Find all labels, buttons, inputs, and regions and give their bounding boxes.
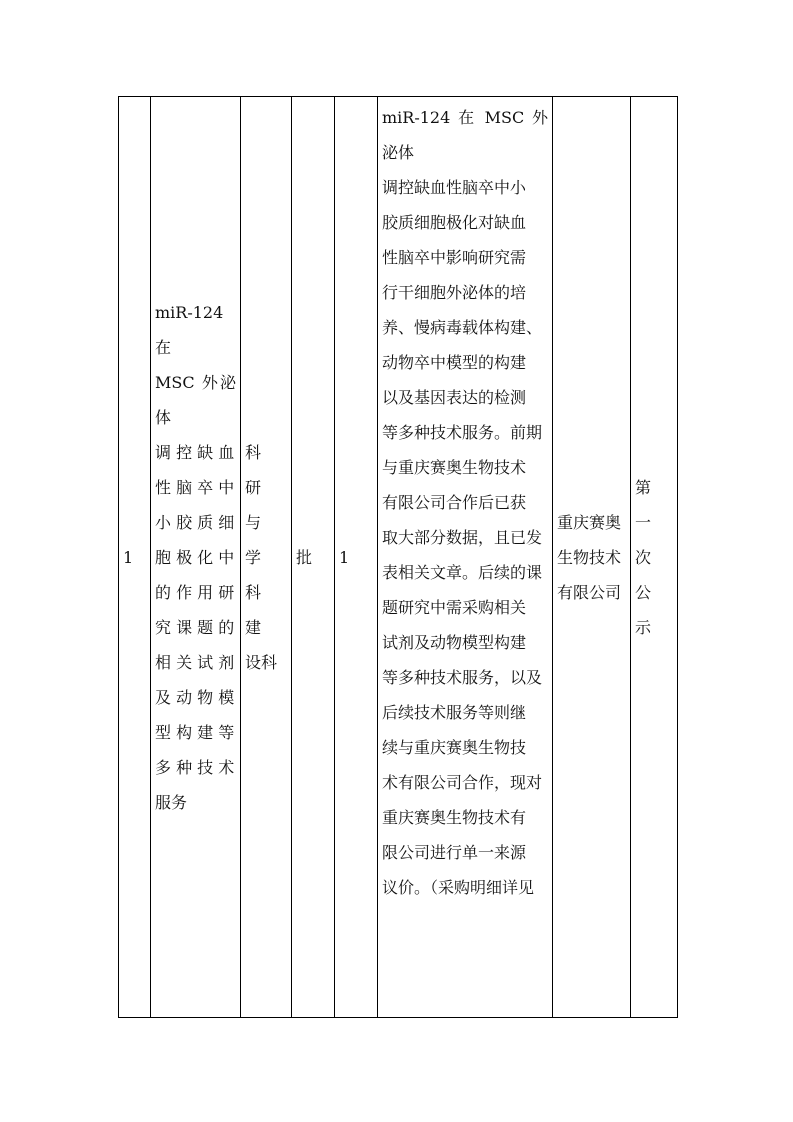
description: miR-124 在 MSC 外泌体 调控缺血性脑卒中小 胶质细胞极化对缺血 性脑卒中影响研究需 行干细胞外泌体的培 养、慢病毒载体构建、 动物卒中模型的构建 以及基因表达的检测 等多种技术服务。前期 与重庆赛奥生物技术 有限公司合作后已获 取大部分数据，且已发 表相关文章。后续的课 题研究中需采购相关 试剂及动物模型构建 等多种技术服务，以及 后续技术服务等则继 续与重庆赛奥生物技 术有限公司合作，现对 重庆赛奥生物技术有 限公司进行单一来源 议价。（采购明细详见 <box>382 108 548 897</box>
notice-cell <box>631 97 678 1018</box>
unit: 批 <box>296 547 313 567</box>
description-cell <box>378 97 553 1018</box>
supplier: 重庆赛奥 生物技术 有限公司 <box>557 512 622 602</box>
row-index: 1 <box>123 547 134 567</box>
quantity-cell <box>335 97 378 1018</box>
department-cell <box>241 97 292 1018</box>
unit-cell <box>292 97 335 1018</box>
supplier-cell <box>553 97 631 1018</box>
procurement-table <box>118 96 678 1018</box>
project-name: miR-124 在 MSC 外泌体 调 控 缺 血 性 脑 卒 中 小 胶 质 细 胞 极 化 中 的 作 用 研 究 课 题 的 相 关 试 剂 及 动 物 模 型 构 建 等 多 种 技 术 服务 <box>155 302 236 812</box>
quantity: 1 <box>339 547 350 567</box>
row-index-cell <box>119 97 151 1018</box>
project-name-cell <box>151 97 241 1018</box>
notice-round: 第 一 次 公 示 <box>635 477 652 637</box>
department: 科 研 与 学 科 建 设科 <box>245 442 278 672</box>
table-row <box>119 97 678 1018</box>
